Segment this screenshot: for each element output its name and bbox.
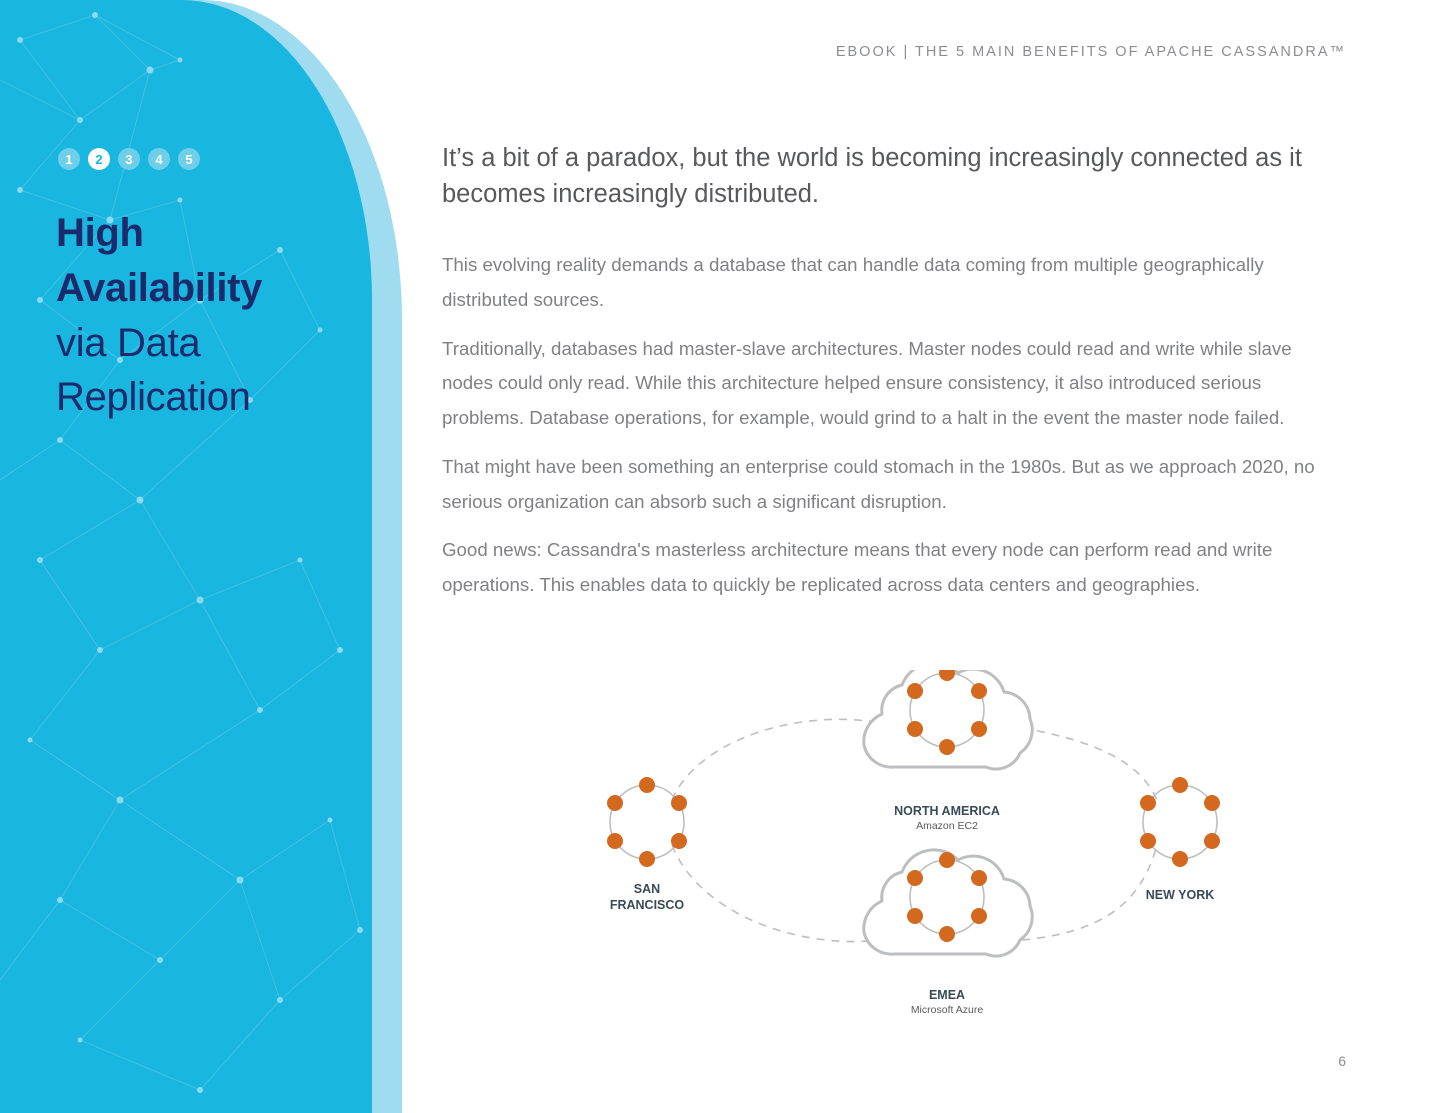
left-panel <box>0 0 402 1113</box>
step-number-1[interactable]: 1 <box>58 148 80 170</box>
node-ring-san-francisco <box>607 777 687 867</box>
replication-diagram <box>602 670 1222 1030</box>
label-emea-subtitle: Microsoft Azure <box>910 1003 984 1016</box>
step-number-2[interactable]: 2 <box>88 148 110 170</box>
node-ring-new-york <box>1140 777 1220 867</box>
document-eyebrow: EBOOK | THE 5 MAIN BENEFITS OF APACHE CASSANDRA™ <box>835 44 1346 60</box>
content-area <box>402 0 1440 1113</box>
label-north-america <box>847 804 1047 833</box>
label-new-york-title: NEW YORK <box>1145 888 1215 902</box>
paragraph-3: That might have been something an enterprise could stomach in the 1980s. But as we approach 2020, no serious organization can absorb such a significant disruption. <box>442 455 1315 512</box>
paragraph-2: Traditionally, databases had master-slave architectures. Master nodes could read and write while slave nodes could only read. While this architecture helped ensure consistency, it also introduced serious problems. Database operations, for example, would grind to a halt in the event the master node failed. <box>442 337 1292 429</box>
label-san-francisco-line-2: FRANCISCO <box>609 897 685 912</box>
label-emea-title: EMEA <box>928 988 966 1002</box>
label-new-york <box>1080 888 1280 904</box>
replication-diagram-svg <box>602 670 1222 1030</box>
step-number-5[interactable]: 5 <box>178 148 200 170</box>
label-north-america-subtitle: Amazon EC2 <box>916 819 978 832</box>
paragraph-4: Good news: Cassandra's masterless architecture means that every node can perform read and write operations. This enables data to quickly be replicated across data centers and geographies. <box>442 539 1273 596</box>
label-emea <box>847 988 1047 1017</box>
page-title-line-1: High <box>56 211 144 255</box>
label-san-francisco-line-1: SAN <box>633 882 661 896</box>
step-number-4[interactable]: 4 <box>148 148 170 170</box>
paragraph-1: This evolving reality demands a database that can handle data coming from multiple geographically distributed sources. <box>442 254 1264 310</box>
page-title-line-3: via Data <box>56 320 201 365</box>
step-indicator <box>58 148 200 170</box>
page-title-line-2: Availability <box>56 265 263 310</box>
page-title <box>56 206 356 425</box>
step-number-3[interactable]: 3 <box>118 148 140 170</box>
label-san-francisco <box>547 882 747 913</box>
page-number: 6 <box>1338 1053 1346 1069</box>
page-title-line-4: Replication <box>56 375 251 420</box>
label-north-america-title: NORTH AMERICA <box>894 804 1000 818</box>
lede-paragraph: It’s a bit of a paradox, but the world is becoming increasingly connected as it becomes increasingly distributed. <box>442 144 1302 209</box>
body-copy <box>442 248 1334 617</box>
